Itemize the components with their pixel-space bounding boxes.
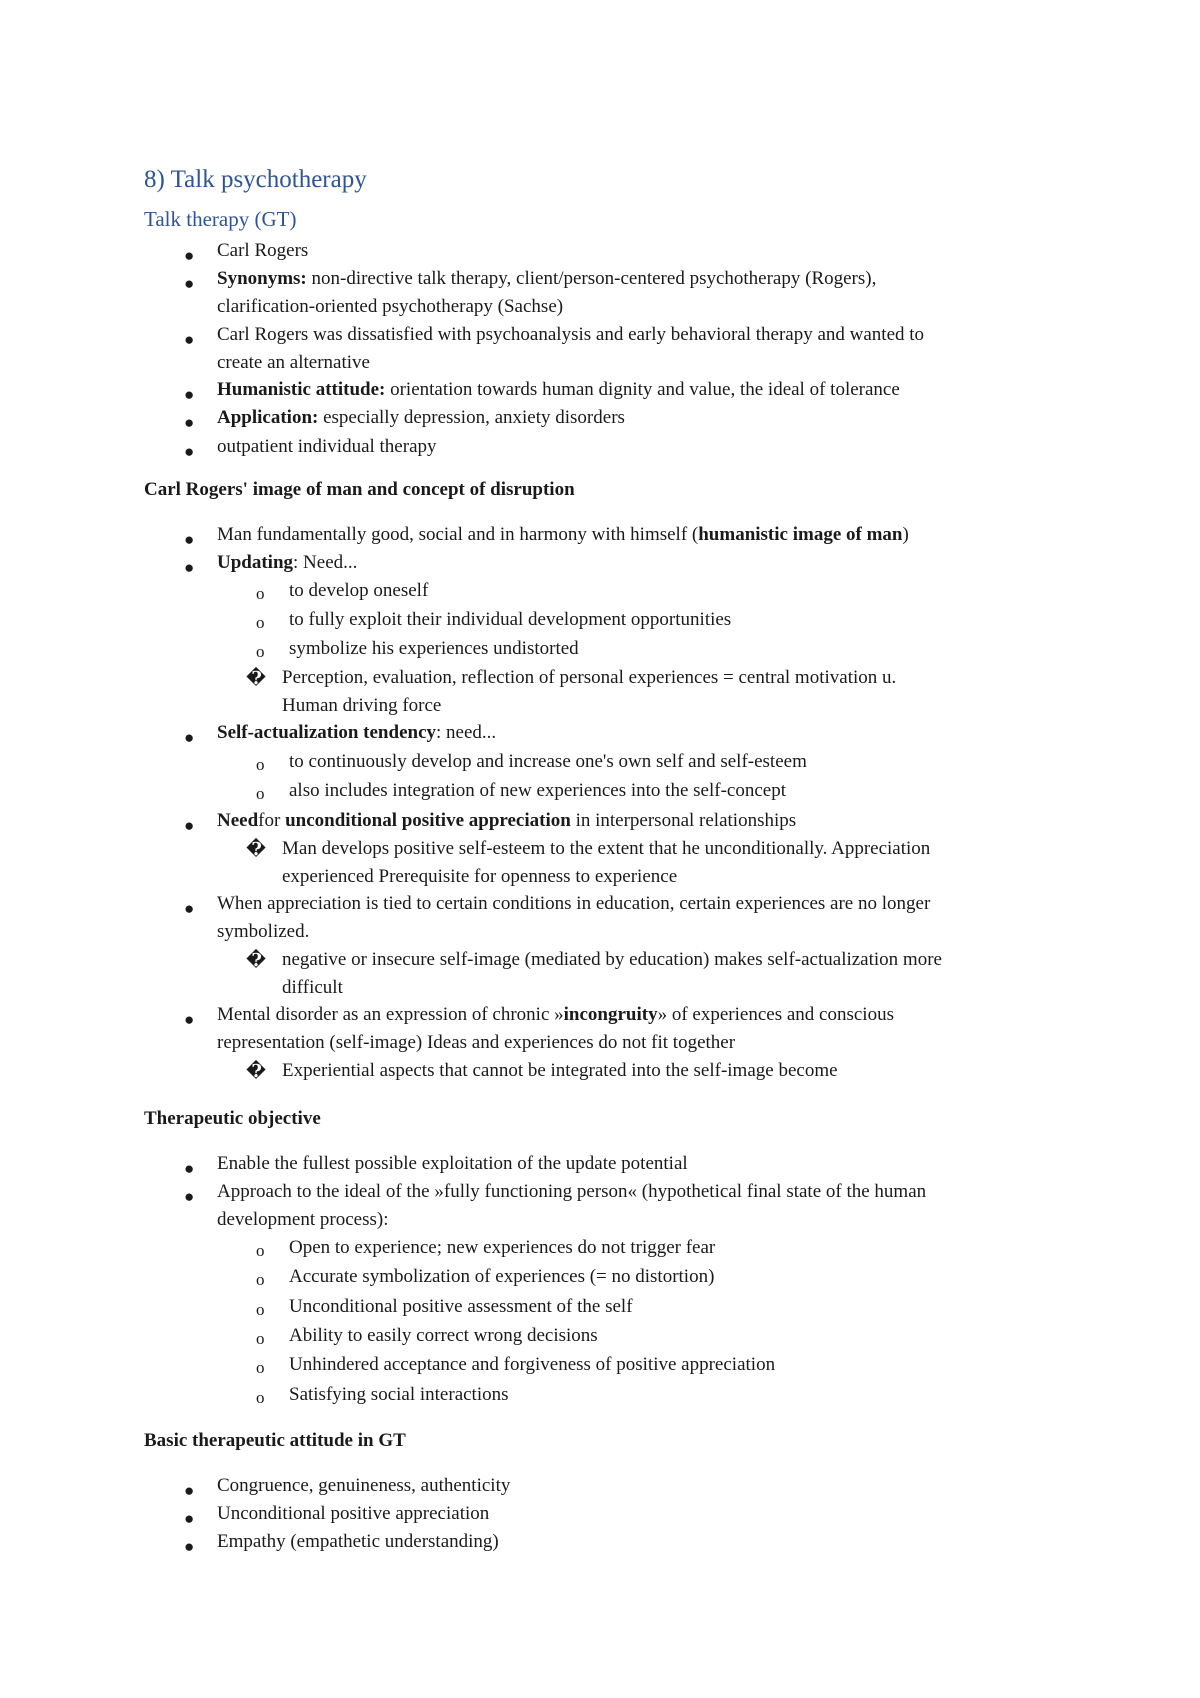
list-item xyxy=(217,549,357,577)
sub-list-item: to develop oneself xyxy=(289,580,429,601)
arrow-icon: � xyxy=(246,668,267,688)
arrow-item: negative or insecure self-image (mediated by education) makes self-actualization more xyxy=(282,949,942,970)
arrow-icon: � xyxy=(246,950,267,970)
list-item: outpatient individual therapy xyxy=(217,436,437,457)
bullet-icon: ● xyxy=(184,899,195,918)
sub-list-item: Unconditional positive assessment of the self xyxy=(289,1296,633,1317)
emphasis: humanistic image of man xyxy=(698,524,903,545)
circle-bullet-icon: o xyxy=(256,1388,265,1407)
text: in interpersonal relationships xyxy=(570,810,797,831)
sub-list-item: Ability to easily correct wrong decisions xyxy=(289,1325,598,1346)
arrow-item-continuation: difficult xyxy=(282,977,343,998)
text: ) xyxy=(902,524,909,545)
arrow-icon: � xyxy=(246,839,267,859)
sub-list-item: to fully exploit their individual development opportunities xyxy=(289,609,732,630)
bullet-icon: ● xyxy=(184,1187,195,1206)
bullet-icon: ● xyxy=(184,413,195,432)
list-item-continuation: clarification-oriented psychotherapy (Sachse) xyxy=(217,296,564,317)
list-item: Approach to the ideal of the »fully functioning person« (hypothetical final state of the human xyxy=(217,1181,927,1202)
arrow-item: Man develops positive self-esteem to the extent that he unconditionally. Appreciation xyxy=(282,838,931,859)
arrow-item-continuation: Human driving force xyxy=(282,695,442,716)
subtitle: Talk therapy (GT) xyxy=(144,207,297,231)
list-item: When appreciation is tied to certain conditions in education, certain experiences are no longer xyxy=(217,893,931,914)
emphasis: incongruity xyxy=(563,1004,658,1025)
list-item: Unconditional positive appreciation xyxy=(217,1503,490,1524)
sub-list-item: also includes integration of new experiences into the self-concept xyxy=(289,780,786,801)
list-item xyxy=(217,521,909,549)
text: Mental disorder as an expression of chronic » xyxy=(217,1004,564,1025)
sub-list-item: Open to experience; new experiences do not trigger fear xyxy=(289,1237,716,1258)
list-item-continuation: symbolized. xyxy=(217,921,310,942)
sub-list-item: to continuously develop and increase one's own self and self-esteem xyxy=(289,751,807,772)
list-item xyxy=(217,265,876,293)
emphasis: Need xyxy=(217,810,259,831)
circle-bullet-icon: o xyxy=(256,1270,265,1289)
label: Synonyms: xyxy=(217,268,307,289)
circle-bullet-icon: o xyxy=(256,1300,265,1319)
section-heading: Carl Rogers' image of man and concept of disruption xyxy=(144,479,575,500)
list-item-continuation: representation (self-image) Ideas and experiences do not fit together xyxy=(217,1032,736,1053)
list-item xyxy=(217,404,625,432)
circle-bullet-icon: o xyxy=(256,1241,265,1260)
section-heading: Basic therapeutic attitude in GT xyxy=(144,1430,406,1451)
arrow-item: Experiential aspects that cannot be integrated into the self-image become xyxy=(282,1060,838,1081)
label: Humanistic attitude: xyxy=(217,379,386,400)
bullet-icon: ● xyxy=(184,1509,195,1528)
text: orientation towards human dignity and value, the ideal of tolerance xyxy=(385,379,900,400)
text: : Need... xyxy=(293,552,358,573)
bullet-icon: ● xyxy=(184,816,195,835)
bullet-icon: ● xyxy=(184,385,195,404)
bullet-icon: ● xyxy=(184,274,195,293)
circle-bullet-icon: o xyxy=(256,642,265,661)
list-item xyxy=(217,376,900,404)
list-item-continuation: development process): xyxy=(217,1209,389,1230)
circle-bullet-icon: o xyxy=(256,755,265,774)
text: for xyxy=(258,810,286,831)
circle-bullet-icon: o xyxy=(256,784,265,803)
list-item: Enable the fullest possible exploitation of the update potential xyxy=(217,1153,688,1174)
bullet-icon: ● xyxy=(184,558,195,577)
arrow-item-continuation: experienced Prerequisite for openness to experience xyxy=(282,866,678,887)
text: especially depression, anxiety disorders xyxy=(318,407,625,428)
label: Application: xyxy=(217,407,319,428)
circle-bullet-icon: o xyxy=(256,1329,265,1348)
text: » of experiences and conscious xyxy=(657,1004,894,1025)
arrow-item: Perception, evaluation, reflection of personal experiences = central motivation u. xyxy=(282,667,897,688)
text: non-directive talk therapy, client/person-centered psychotherapy (Rogers), xyxy=(306,268,877,289)
list-item: Carl Rogers xyxy=(217,240,309,261)
bullet-icon: ● xyxy=(184,1481,195,1500)
list-item: Empathy (empathetic understanding) xyxy=(217,1531,499,1552)
sub-list-item: symbolize his experiences undistorted xyxy=(289,638,579,659)
bullet-icon: ● xyxy=(184,728,195,747)
emphasis: unconditional positive appreciation xyxy=(285,810,571,831)
page-title: 8) Talk psychotherapy xyxy=(144,166,367,193)
list-item: Carl Rogers was dissatisfied with psychoanalysis and early behavioral therapy and wanted to xyxy=(217,324,925,345)
label: Updating xyxy=(217,552,294,573)
list-item xyxy=(217,807,796,835)
bullet-icon: ● xyxy=(184,330,195,349)
list-item-continuation: create an alternative xyxy=(217,352,370,373)
list-item: Congruence, genuineness, authenticity xyxy=(217,1475,511,1496)
bullet-icon: ● xyxy=(184,246,195,265)
text: Man fundamentally good, social and in harmony with himself ( xyxy=(217,524,699,545)
bullet-icon: ● xyxy=(184,442,195,461)
sub-list-item: Accurate symbolization of experiences (= no distortion) xyxy=(289,1266,715,1287)
section-heading: Therapeutic objective xyxy=(144,1108,321,1129)
list-item xyxy=(217,1001,894,1029)
bullet-icon: ● xyxy=(184,1010,195,1029)
text: : need... xyxy=(436,722,497,743)
label: Self-actualization tendency xyxy=(217,722,437,743)
bullet-icon: ● xyxy=(184,1537,195,1556)
arrow-icon: � xyxy=(246,1061,267,1081)
sub-list-item: Unhindered acceptance and forgiveness of positive appreciation xyxy=(289,1354,776,1375)
bullet-icon: ● xyxy=(184,530,195,549)
circle-bullet-icon: o xyxy=(256,1358,265,1377)
sub-list-item: Satisfying social interactions xyxy=(289,1384,509,1405)
bullet-icon: ● xyxy=(184,1159,195,1178)
circle-bullet-icon: o xyxy=(256,584,265,603)
circle-bullet-icon: o xyxy=(256,613,265,632)
list-item xyxy=(217,719,496,747)
